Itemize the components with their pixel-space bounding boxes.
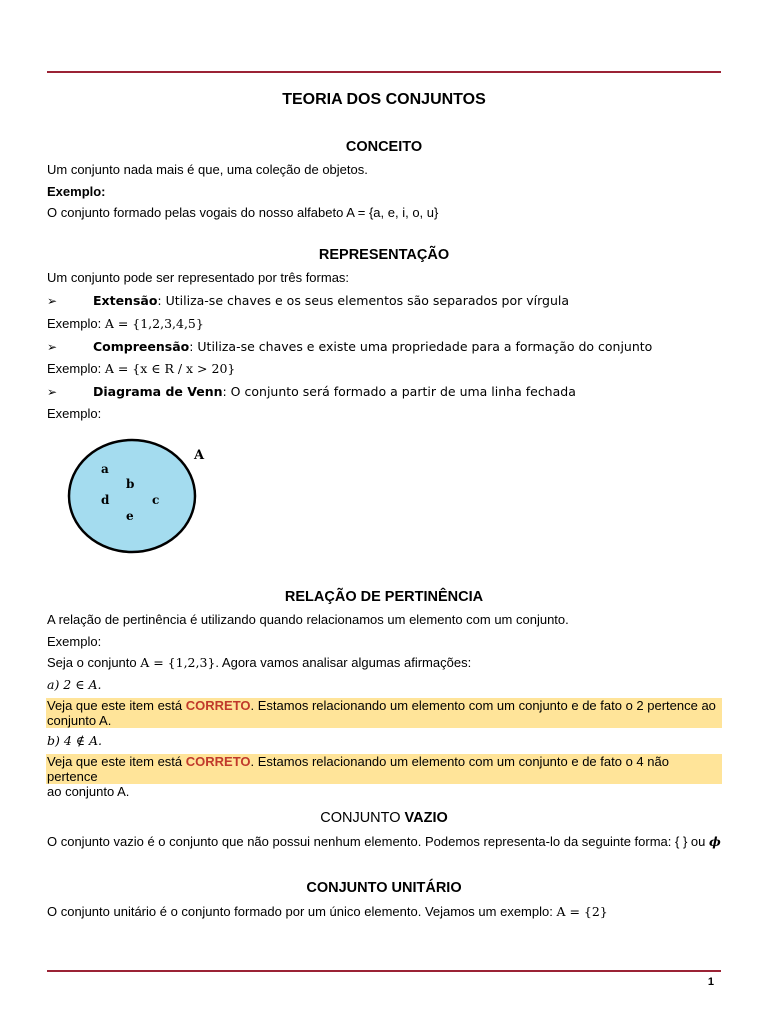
venn-label: Diagrama de Venn [93, 384, 223, 399]
extensao-label: Extensão [93, 293, 158, 308]
phi-symbol: ϕ [708, 834, 721, 849]
top-rule [47, 71, 721, 73]
highlight-a-line1 [46, 698, 722, 713]
venn-element-a: a [101, 462, 109, 476]
list-item-venn [47, 384, 576, 400]
venn-element-b: b [126, 477, 135, 491]
conceito-line2: O conjunto formado pelas vogais do nosso alfabeto A = {a, e, i, o, u} [47, 205, 439, 220]
heading-vazio [0, 810, 768, 826]
math-compreensao: A = {x ∈ R / x > 20} [104, 361, 236, 376]
list-item-extensao [47, 293, 569, 309]
compreensao-text: : Utiliza-se chaves e existe uma propriedade para a formação do conjunto [189, 339, 653, 354]
seja-prefix: Seja o conjunto [47, 655, 141, 670]
heading-unitario: CONJUNTO UNITÁRIO [306, 880, 462, 896]
venn-text: : O conjunto será formado a partir de uma linha fechada [222, 384, 576, 399]
bottom-rule [47, 970, 721, 972]
example-label: Exemplo: [47, 361, 105, 376]
heading-conceito: CONCEITO [345, 139, 423, 155]
example-compreensao [47, 361, 235, 377]
hl2-suffix: . Estamos relacionando um elemento com um conjunto e de fato o 4 não pertence [47, 754, 669, 784]
venn-set-label: A [194, 448, 205, 463]
seja-suffix: . Agora vamos analisar algumas afirmações: [215, 655, 472, 670]
item-a: a) 2 ∈ A. [47, 677, 102, 692]
vazio-heading-normal: CONJUNTO [320, 810, 405, 826]
highlight-box-b [46, 754, 722, 799]
pertinencia-exemplo: Exemplo: [47, 634, 102, 649]
bullet-arrow-icon: ➢ [47, 294, 58, 308]
compreensao-label: Compreensão [93, 339, 190, 354]
bullet-arrow-icon: ➢ [47, 385, 58, 399]
venn-set-circle [69, 440, 195, 552]
conceito-exemplo-label: Exemplo: [47, 184, 106, 199]
venn-element-e: e [126, 509, 134, 523]
vazio-line [47, 834, 721, 850]
heading-representacao: REPRESENTAÇÃO [318, 247, 450, 263]
page-number: 1 [707, 976, 714, 988]
hl2-correto: CORRETO [185, 754, 251, 769]
example-label: Exemplo: [47, 316, 105, 331]
math-seja: A = {1,2,3} [140, 655, 216, 670]
heading-pertinencia: RELAÇÃO DE PERTINÊNCIA [284, 589, 484, 605]
example-extensao [47, 316, 204, 332]
unitario-text: O conjunto unitário é o conjunto formado por um único elemento. Vejamos um exemplo: [47, 904, 557, 919]
vazio-text: O conjunto vazio é o conjunto que não possui nenhum elemento. Podemos representa-lo da seguinte forma: { } ou [47, 834, 709, 849]
item-b: b) 4 ∉ A. [47, 733, 103, 748]
math-extensao: A = {1,2,3,4,5} [104, 316, 204, 331]
page-title: TEORIA DOS CONJUNTOS [282, 91, 486, 108]
highlight-b-line2: ao conjunto A. [47, 784, 130, 799]
unitario-line [47, 904, 608, 920]
highlight-a-line2: conjunto A. [47, 713, 112, 728]
pertinencia-seja [47, 655, 471, 671]
extensao-text: : Utiliza-se chaves e os seus elementos são separados por vírgula [157, 293, 570, 308]
vazio-heading-bold: VAZIO [404, 810, 448, 826]
math-unitario: A = {2} [556, 904, 608, 919]
highlight-box-a [46, 698, 722, 728]
list-item-compreensao [47, 339, 652, 355]
hl1-suffix: . Estamos relacionando um elemento com um conjunto e de fato o 2 pertence ao [250, 698, 716, 713]
venn-element-d: d [101, 493, 110, 507]
hl1-prefix: Veja que este item está [47, 698, 186, 713]
bullet-arrow-icon: ➢ [47, 340, 58, 354]
highlight-b-line1 [46, 754, 722, 784]
example-venn-label: Exemplo: [47, 406, 102, 421]
venn-diagram [60, 432, 220, 557]
conceito-line1: Um conjunto nada mais é que, uma coleção de objetos. [47, 162, 368, 177]
venn-element-c: c [152, 493, 160, 507]
representacao-intro: Um conjunto pode ser representado por três formas: [47, 270, 350, 285]
hl2-prefix: Veja que este item está [47, 754, 186, 769]
hl1-correto: CORRETO [185, 698, 251, 713]
pertinencia-line1: A relação de pertinência é utilizando quando relacionamos um elemento com um conjunto. [47, 612, 569, 627]
